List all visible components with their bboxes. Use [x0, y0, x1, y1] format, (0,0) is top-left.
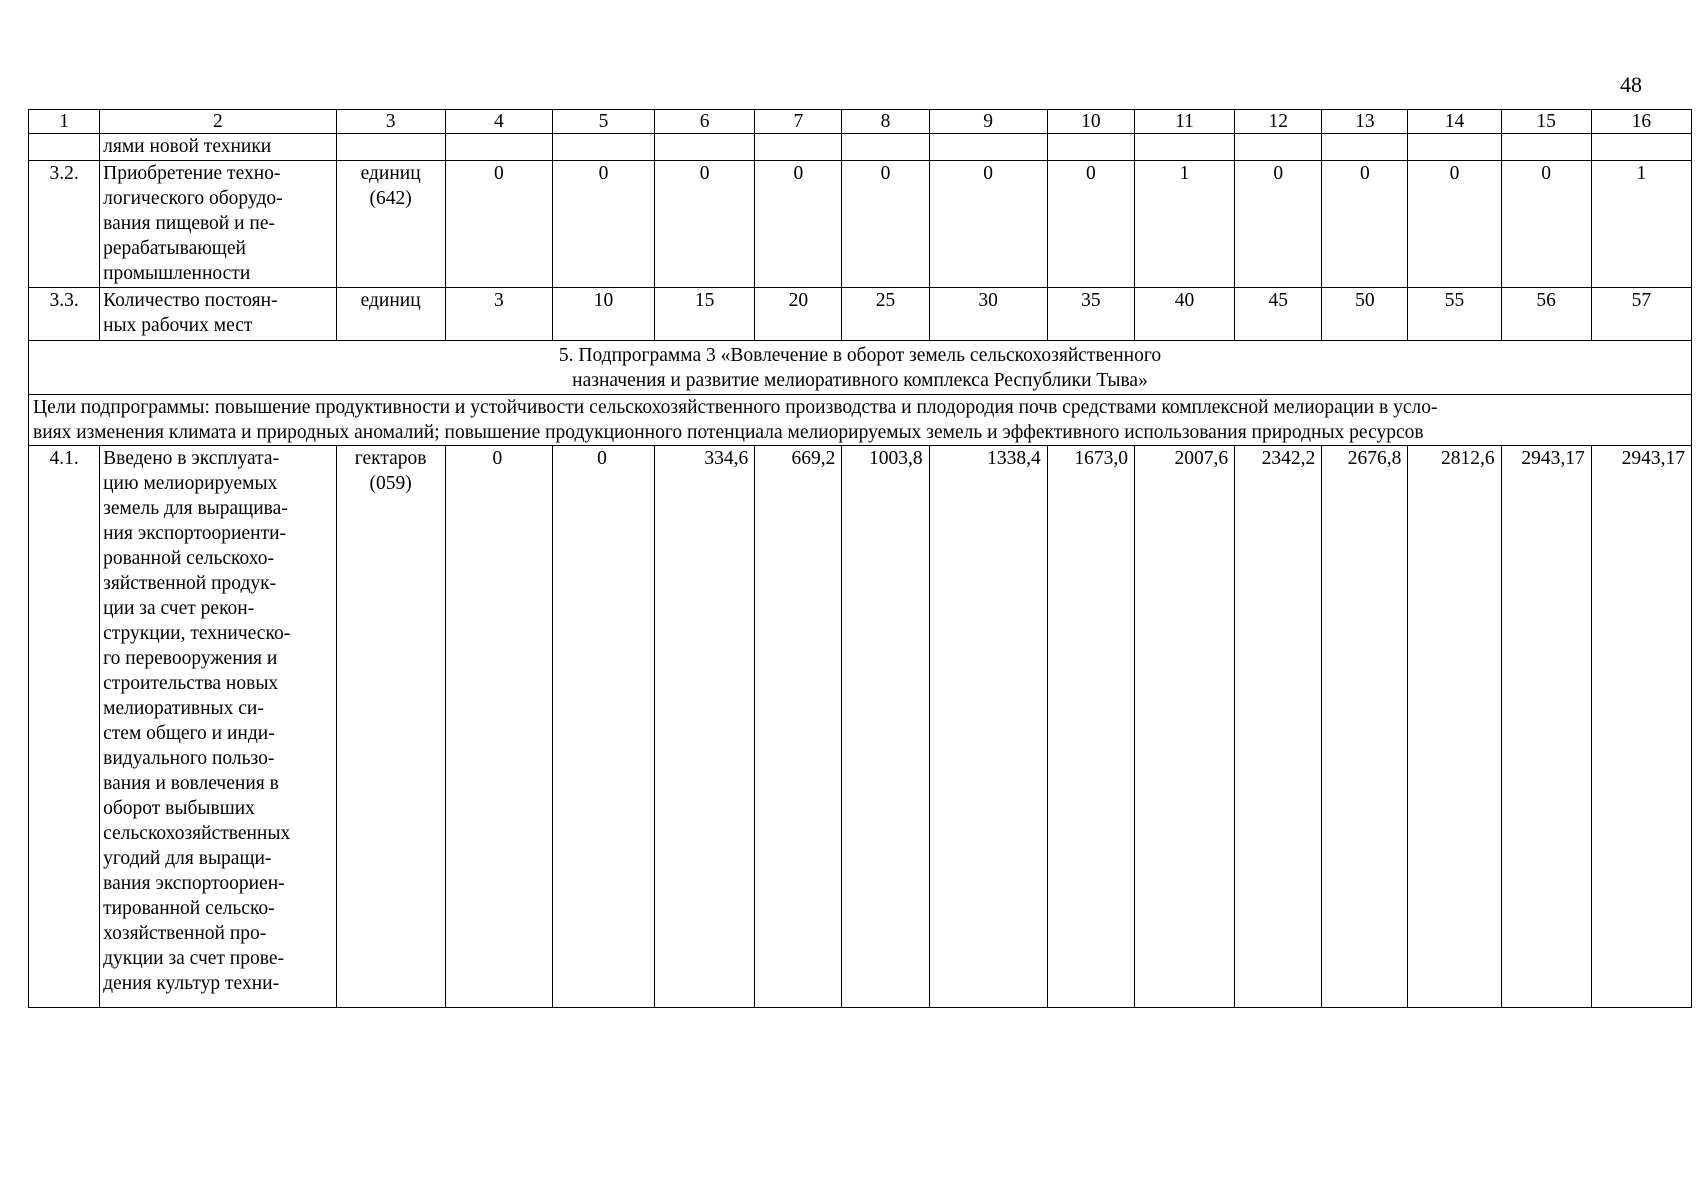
value-cell: 0 [655, 161, 755, 288]
value-cell: 15 [655, 288, 755, 341]
goals-line: Цели подпрограммы: повышение продуктивности и устойчивости сельскохозяйственного производства и плодородия почв средствами комплексной мелиорации в усло- [33, 397, 1438, 418]
table-cell [1134, 134, 1234, 161]
table-row [29, 288, 1692, 341]
section-heading-row [29, 341, 1692, 395]
value-cell: 50 [1322, 288, 1408, 341]
value-cell: 0 [1047, 161, 1134, 288]
value-cell: 10 [552, 288, 654, 341]
indicator-name-line: ния экспортоориенти- [103, 523, 287, 544]
unit-line: (059) [369, 473, 412, 494]
value-cell: 2007,6 [1134, 446, 1234, 1008]
indicator-name-line: оборот выбывших [103, 798, 255, 819]
indicator-name-line: дукции за счет прове- [103, 948, 284, 969]
page-number: 48 [1620, 72, 1642, 97]
indicator-name-line: хозяйственной про- [103, 923, 267, 944]
value-cell: 0 [445, 161, 552, 288]
indicator-name-line: промышленности [103, 263, 251, 284]
indicator-name-line: го перевооружения и [103, 648, 278, 669]
value-cell: 2342,2 [1235, 446, 1322, 1008]
value-cell: 40 [1134, 288, 1234, 341]
section-heading-line: назначения и развитие мелиоративного комплекса Республики Тыва» [572, 370, 1148, 391]
indicator-name-line: цию мелиорируемых [103, 473, 278, 494]
value-cell: 0 [842, 161, 929, 288]
table-cell [1408, 134, 1501, 161]
table-cell [1501, 134, 1591, 161]
table-cell [929, 134, 1047, 161]
unit-line: единиц [360, 290, 421, 311]
value-cell: 57 [1591, 288, 1691, 341]
column-number-cell: 6 [655, 110, 755, 134]
value-cell: 1338,4 [929, 446, 1047, 1008]
indicator-name-line: тированной сельско- [103, 898, 275, 919]
value-cell: 0 [1408, 161, 1501, 288]
indicator-name-line: рованной сельскохо- [103, 548, 274, 569]
indicator-name-line: зяйственной продук- [103, 573, 277, 594]
column-number-row [29, 110, 1692, 134]
unit-cell [336, 446, 445, 1008]
unit-cell [336, 161, 445, 288]
goals-line: виях изменения климата и природных аномалий; повышение продукционного потенциала мелиорируемых земель и эффективного использования природных ресурсов [33, 422, 1424, 443]
table-row [29, 446, 1692, 1008]
value-cell: 20 [755, 288, 842, 341]
column-number-cell: 5 [552, 110, 654, 134]
table-cell [336, 134, 445, 161]
value-cell: 0 [552, 161, 654, 288]
unit-line: гектаров [354, 448, 427, 469]
value-cell: 2812,6 [1408, 446, 1501, 1008]
table-cell [1235, 134, 1322, 161]
table-cell [552, 134, 654, 161]
table-cell [655, 134, 755, 161]
table-cell [1322, 134, 1408, 161]
value-cell: 35 [1047, 288, 1134, 341]
value-cell: 2943,17 [1591, 446, 1691, 1008]
indicator-name: лями новой техники [100, 134, 336, 161]
value-cell: 56 [1501, 288, 1591, 341]
indicator-name-line: мелиоративных си- [103, 698, 264, 719]
column-number-cell: 11 [1134, 110, 1234, 134]
indicator-name-line: сельскохозяйственных [103, 823, 291, 844]
value-cell: 0 [755, 161, 842, 288]
value-cell: 55 [1408, 288, 1501, 341]
table-cell [29, 134, 100, 161]
value-cell: 45 [1235, 288, 1322, 341]
column-number-cell: 1 [29, 110, 100, 134]
section-heading [29, 341, 1692, 395]
unit-line: (642) [369, 188, 412, 209]
indicator-name-line: дения культур техни- [103, 973, 280, 994]
indicator-name-line: рерабатывающей [103, 238, 246, 259]
unit-line: единиц [360, 163, 421, 184]
value-cell: 0 [552, 446, 654, 1008]
table-cell [1047, 134, 1134, 161]
continuation-row [29, 134, 1692, 161]
indicator-name-line: вания и вовлечения в [103, 773, 279, 794]
table-cell [1591, 134, 1691, 161]
value-cell: 0 [445, 446, 552, 1008]
unit-cell [336, 288, 445, 341]
indicator-name-line: Количество постоян- [103, 290, 278, 311]
value-cell: 1 [1134, 161, 1234, 288]
row-number: 3.3. [29, 288, 100, 341]
value-cell: 25 [842, 288, 929, 341]
section-heading-line: 5. Подпрограмма 3 «Вовлечение в оборот земель сельскохозяйственного [558, 345, 1162, 366]
indicator-name-line: логического оборудо- [103, 188, 283, 209]
column-number-cell: 4 [445, 110, 552, 134]
indicator-name [100, 288, 336, 341]
indicator-name-line: ции за счет рекон- [103, 598, 255, 619]
value-cell: 0 [929, 161, 1047, 288]
subprogram-goals [29, 395, 1692, 446]
column-number-cell: 9 [929, 110, 1047, 134]
column-number-cell: 13 [1322, 110, 1408, 134]
indicator-name [100, 161, 336, 288]
column-number-cell: 14 [1408, 110, 1501, 134]
value-cell: 669,2 [755, 446, 842, 1008]
indicator-name-line: Введено в эксплуата- [103, 448, 280, 469]
column-number-cell: 8 [842, 110, 929, 134]
row-number: 3.2. [29, 161, 100, 288]
value-cell: 2943,17 [1501, 446, 1591, 1008]
table-row [29, 161, 1692, 288]
value-cell: 30 [929, 288, 1047, 341]
indicator-name-line: строительства новых [103, 673, 279, 694]
indicator-name-line: видуального пользо- [103, 748, 275, 769]
indicators-table [28, 109, 1692, 1008]
indicator-name-line: Приобретение техно- [103, 163, 281, 184]
indicator-name-line: ных рабочих мест [103, 315, 253, 336]
value-cell: 334,6 [655, 446, 755, 1008]
value-cell: 1003,8 [842, 446, 929, 1008]
indicator-name-line: вания пищевой и пе- [103, 213, 276, 234]
column-number-cell: 10 [1047, 110, 1134, 134]
table-cell [755, 134, 842, 161]
indicator-name [100, 446, 336, 1008]
value-cell: 3 [445, 288, 552, 341]
value-cell: 0 [1501, 161, 1591, 288]
indicator-name-line: стем общего и инди- [103, 723, 275, 744]
column-number-cell: 15 [1501, 110, 1591, 134]
column-number-cell: 7 [755, 110, 842, 134]
column-number-cell: 3 [336, 110, 445, 134]
value-cell: 1 [1591, 161, 1691, 288]
indicator-name-line: вания экспортоориен- [103, 873, 285, 894]
table-cell [842, 134, 929, 161]
goals-row [29, 395, 1692, 446]
indicator-name-line: угодий для выращи- [103, 848, 272, 869]
table-cell [445, 134, 552, 161]
value-cell: 1673,0 [1047, 446, 1134, 1008]
value-cell: 2676,8 [1322, 446, 1408, 1008]
indicator-name-line: земель для выращива- [103, 498, 288, 519]
column-number-cell: 12 [1235, 110, 1322, 134]
value-cell: 0 [1235, 161, 1322, 288]
column-number-cell: 16 [1591, 110, 1691, 134]
value-cell: 0 [1322, 161, 1408, 288]
row-number: 4.1. [29, 446, 100, 1008]
indicator-name-line: струкции, техническо- [103, 623, 291, 644]
column-number-cell: 2 [100, 110, 336, 134]
